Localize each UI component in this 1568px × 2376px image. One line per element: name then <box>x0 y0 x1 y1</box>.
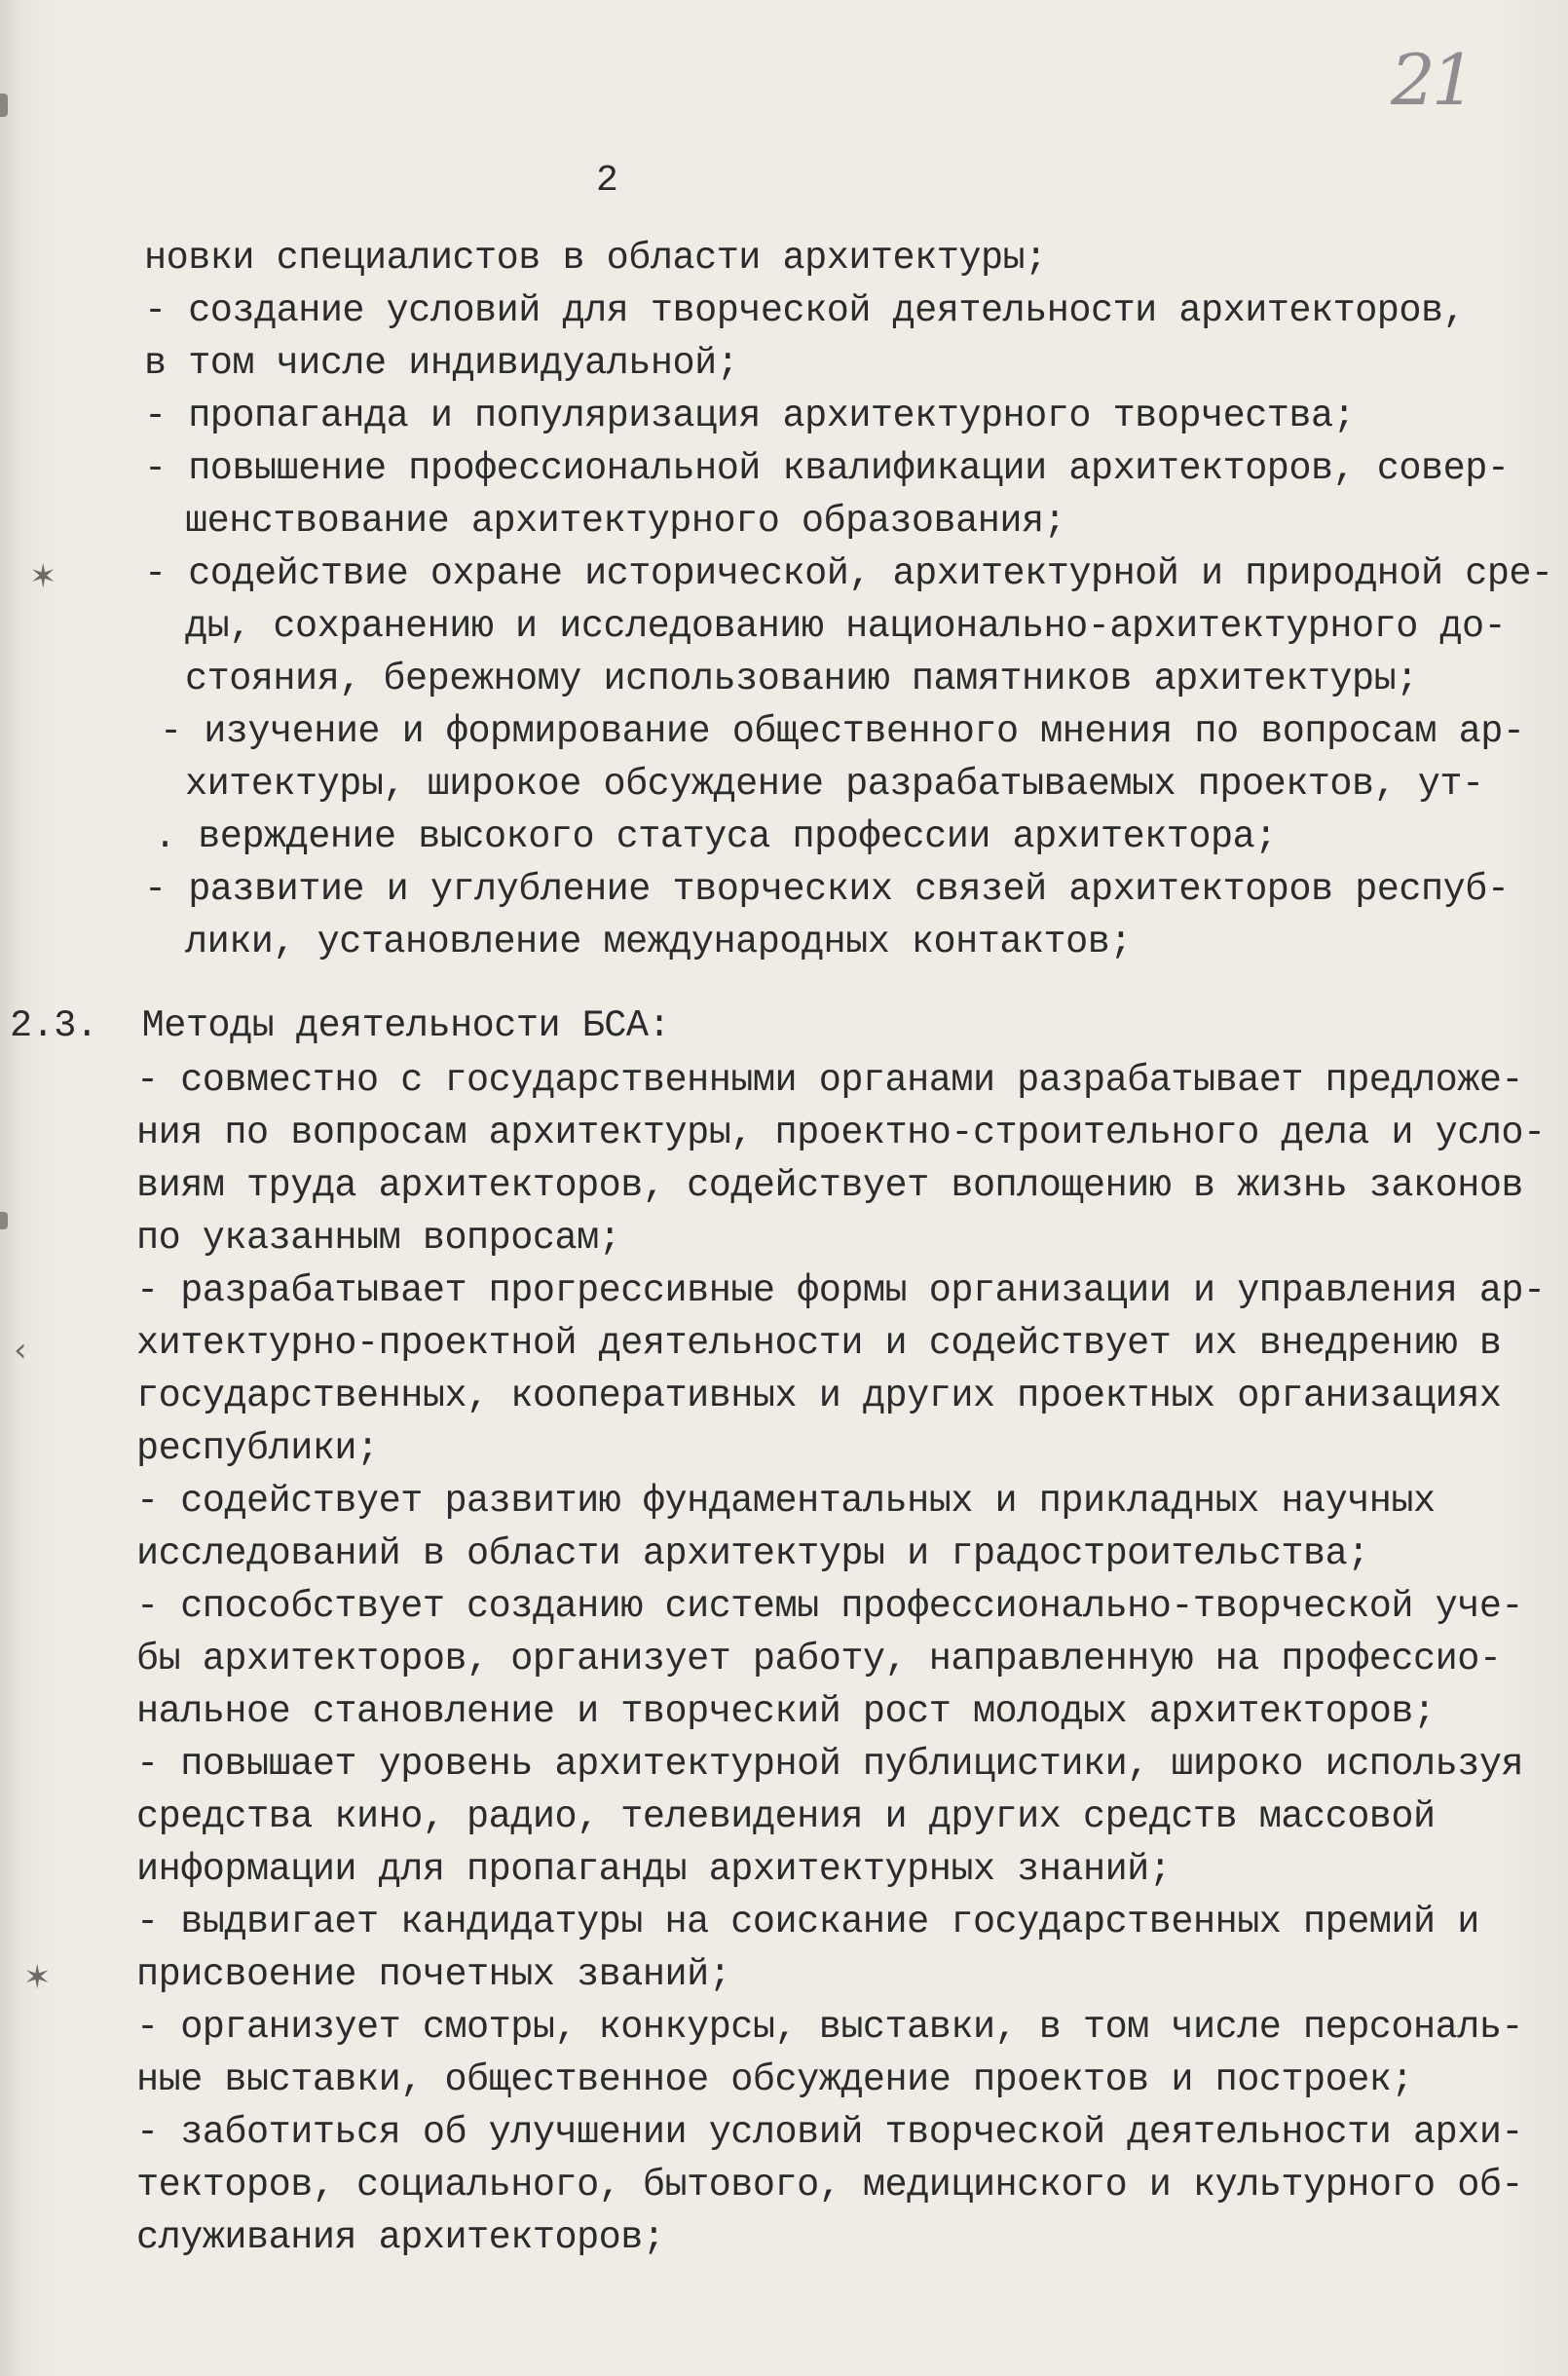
text-line: ды, сохранению и исследованию национально-архитектурного до- <box>185 605 1507 648</box>
text-line: шенствование архитектурного образования; <box>185 500 1066 543</box>
text-line: виям труда архитекторов, содействует воплощению в жизнь законов <box>136 1164 1524 1207</box>
text-line: - изучение и формирование общественного мнения по вопросам ар- <box>160 710 1525 753</box>
text-line: - содействует развитию фундаментальных и прикладных научных <box>136 1480 1436 1523</box>
text-line: - пропаганда и популяризация архитектурного творчества; <box>144 395 1356 437</box>
text-line: стояния, бережному использованию памятников архитектуры; <box>185 658 1418 700</box>
text-line: - способствует созданию системы профессионально-творческой уче- <box>136 1585 1524 1628</box>
handwritten-page-number: 21 <box>1391 39 1473 121</box>
text-line: исследований в области архитектуры и градостроительства; <box>136 1532 1369 1575</box>
text-line: - совместно с государственными органами разрабатывает предложе- <box>136 1059 1524 1102</box>
text-line: информации для пропаганды архитектурных знаний; <box>136 1848 1172 1891</box>
text-line: - развитие и углубление творческих связей архитекторов респуб- <box>144 868 1510 911</box>
text-line: государственных, кооперативных и других проектных организациях <box>136 1375 1502 1417</box>
text-line: хитектурно-проектной деятельности и содействует их внедрению в <box>136 1322 1502 1365</box>
text-line: - повышает уровень архитектурной публицистики, широко используя <box>136 1743 1524 1786</box>
text-line: - содействие охране исторической, архитектурной и природной сре- <box>144 552 1553 595</box>
text-line: - организует смотры, конкурсы, выставки, в том числе персональ- <box>136 2006 1524 2049</box>
text-line: республики; <box>136 1427 379 1470</box>
page-edge-mark <box>0 94 8 117</box>
margin-mark-icon: ✶ <box>29 557 57 596</box>
text-line: служивания архитекторов; <box>136 2216 665 2259</box>
text-line: средства кино, радио, телевидения и других средств массовой <box>136 1795 1436 1838</box>
page-edge-mark <box>0 1212 8 1229</box>
text-line: - заботиться об улучшении условий творческой деятельности архи- <box>136 2111 1524 2154</box>
margin-mark-icon: ✶ <box>23 1958 52 1997</box>
page-number: 2 <box>596 160 618 202</box>
text-line: хитектуры, широкое обсуждение разрабатываемых проектов, ут- <box>185 763 1484 806</box>
text-line: - повышение профессиональной квалификации архитекторов, совер- <box>144 447 1510 490</box>
text-line: новки специалистов в области архитектуры; <box>144 237 1047 280</box>
text-line: в том числе индивидуальной; <box>144 342 739 385</box>
text-line: бы архитекторов, организует работу, направленную на профессио- <box>136 1638 1502 1680</box>
section-heading: 2.3. Методы деятельности БСА: <box>10 1004 671 1047</box>
text-line: ные выставки, общественное обсуждение проектов и построек; <box>136 2058 1414 2101</box>
text-line: нальное становление и творческий рост молодых архитекторов; <box>136 1690 1436 1733</box>
text-line: присвоение почетных званий; <box>136 1953 731 1996</box>
margin-mark-icon: ‹ <box>14 1331 27 1370</box>
text-line: - разрабатывает прогрессивные формы организации и управления ар- <box>136 1269 1546 1312</box>
text-line: ния по вопросам архитектуры, проектно-строительного дела и усло- <box>136 1112 1546 1154</box>
text-line: текторов, социального, бытового, медицинского и культурного об- <box>136 2164 1524 2206</box>
text-line: - создание условий для творческой деятельности архитекторов, <box>144 289 1466 332</box>
text-line: по указанным вопросам; <box>136 1217 621 1260</box>
text-line: - выдвигает кандидатуры на соискание государственных премий и <box>136 1901 1479 1943</box>
text-line: лики, установление международных контактов; <box>185 921 1132 963</box>
text-line: . верждение высокого статуса профессии архитектора; <box>154 815 1277 858</box>
